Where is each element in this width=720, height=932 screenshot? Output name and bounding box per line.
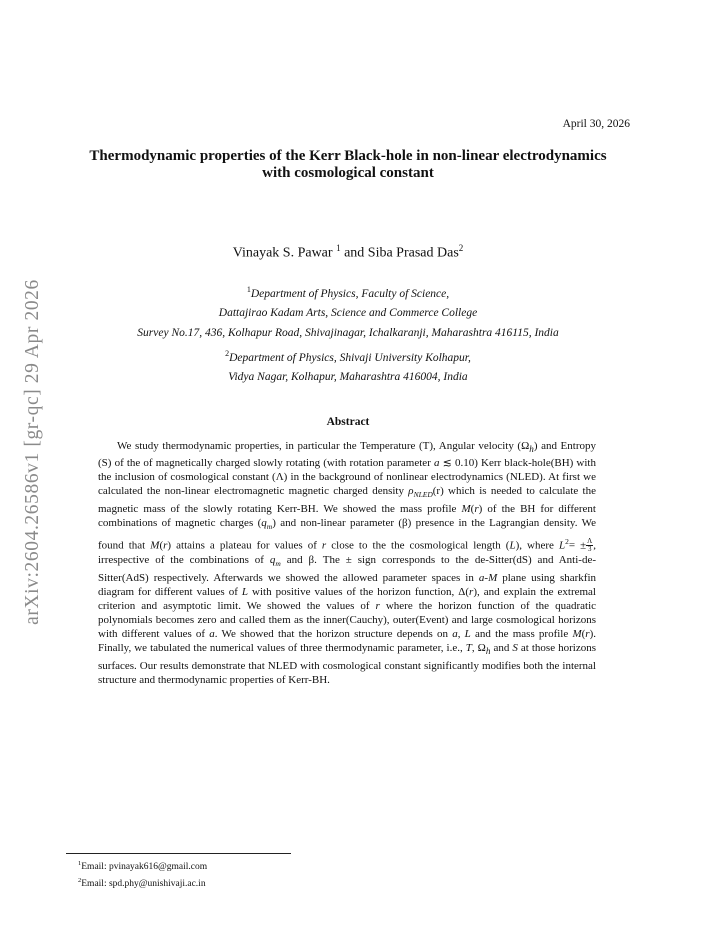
- abstract-body: We study thermodynamic properties, in particular the Temperature (T), Angular velocity $(\Omega_h)$ and Entropy (S) of the of magnetically charged slowly rotating (with rotation parameter a ≲ 0.10) Kerr black-hole(BH) with the inclusion of cosmological constant (Λ) in the background of nonlinear electrodynamics (NLED). At first we calculated the non-linear electromagnetic magnetic charged density $\rho_{NLED}(r)$ which is needed to calculate the magnetic mass of the slowly rotating Kerr-BH. We showed the mass profile M(r) of the BH for different combinations of magnetic charges $(q_m)$ and non-linear parameter (β) presence in the Lagrangian density. We found that M(r) attains a plateau for values of r close to the the cosmological length (L), where $L^2=$ ± $\frac{\Lambda}{3}$ , irrespective of the combinations of $q_m$ and β. The ± sign corresponds to the de-Sitter(dS) and Anti-de-Sitter(AdS) respectively. Afterwards we showed the allowed parameter spaces in a-M plane using sharkfin diagram for different values of L with positive values of the horizon function, Δ(r), and explain the extremal criterion and asymptotic limit. We showed the values of r where the horizon function of the quadratic polynomials becomes zero and called them as the inner(Cauchy), outer(Event) and large cosmological horizons with different values of a. We showed that the horizon structure depends on a, L and the mass profile M(r). Finally, we tabulated the numerical values of three thermodynamic parameter, i.e., T, $\Omega_h$ and S at those horizons surfaces. Our results demonstrate that NLED with cosmological constant significantly modifies both the internal structure and thermodynamic properties of Kerr-BH.: [98, 440, 597, 686]
- affiliation-line: Dattajirao Kadam Arts, Science and Commerce College: [218, 307, 478, 320]
- abstract-heading: Abstract: [326, 416, 370, 428]
- author-name: Siba Prasad Das: [367, 245, 459, 261]
- affiliation-line: Vidya Nagar, Kolhapur, Maharashtra 416004, India: [228, 371, 468, 384]
- affiliation-line: $^1$Department of Physics, Faculty of Science,: [246, 285, 450, 300]
- affiliation-line: Survey No.17, 436, Kolhapur Road, Shivajinagar, Ichalkaranji, Maharashtra 416115, India: [137, 327, 559, 340]
- affiliation-mark: 1: [336, 243, 341, 253]
- affiliation-mark: 2: [458, 243, 464, 253]
- author-list: [60, 243, 636, 262]
- author-name: Vinayak S. Pawar: [232, 245, 333, 261]
- paper-title: Thermodynamic properties of the Kerr Black-hole in non-linear electrodynamics with cosmological constant: [89, 148, 607, 181]
- footnote-rule: [66, 853, 291, 854]
- affiliation-line: $^2$Department of Physics, Shivaji University Kolhapur,: [225, 348, 471, 364]
- footnotes: [78, 857, 207, 891]
- paper-date: April 30, 2026: [562, 118, 630, 130]
- footnote-email-2: $^2$Email: spd.phy@unishivaji.ac.in: [78, 877, 206, 890]
- footnote-email-1: $^1$Email: pvinayak616@gmail.com: [78, 860, 208, 873]
- author-conjunction: and: [344, 245, 365, 261]
- affiliations: [40, 280, 656, 388]
- arxiv-identifier: arXiv:2604.26586v1 [gr-qc] 29 Apr 2026: [22, 279, 43, 625]
